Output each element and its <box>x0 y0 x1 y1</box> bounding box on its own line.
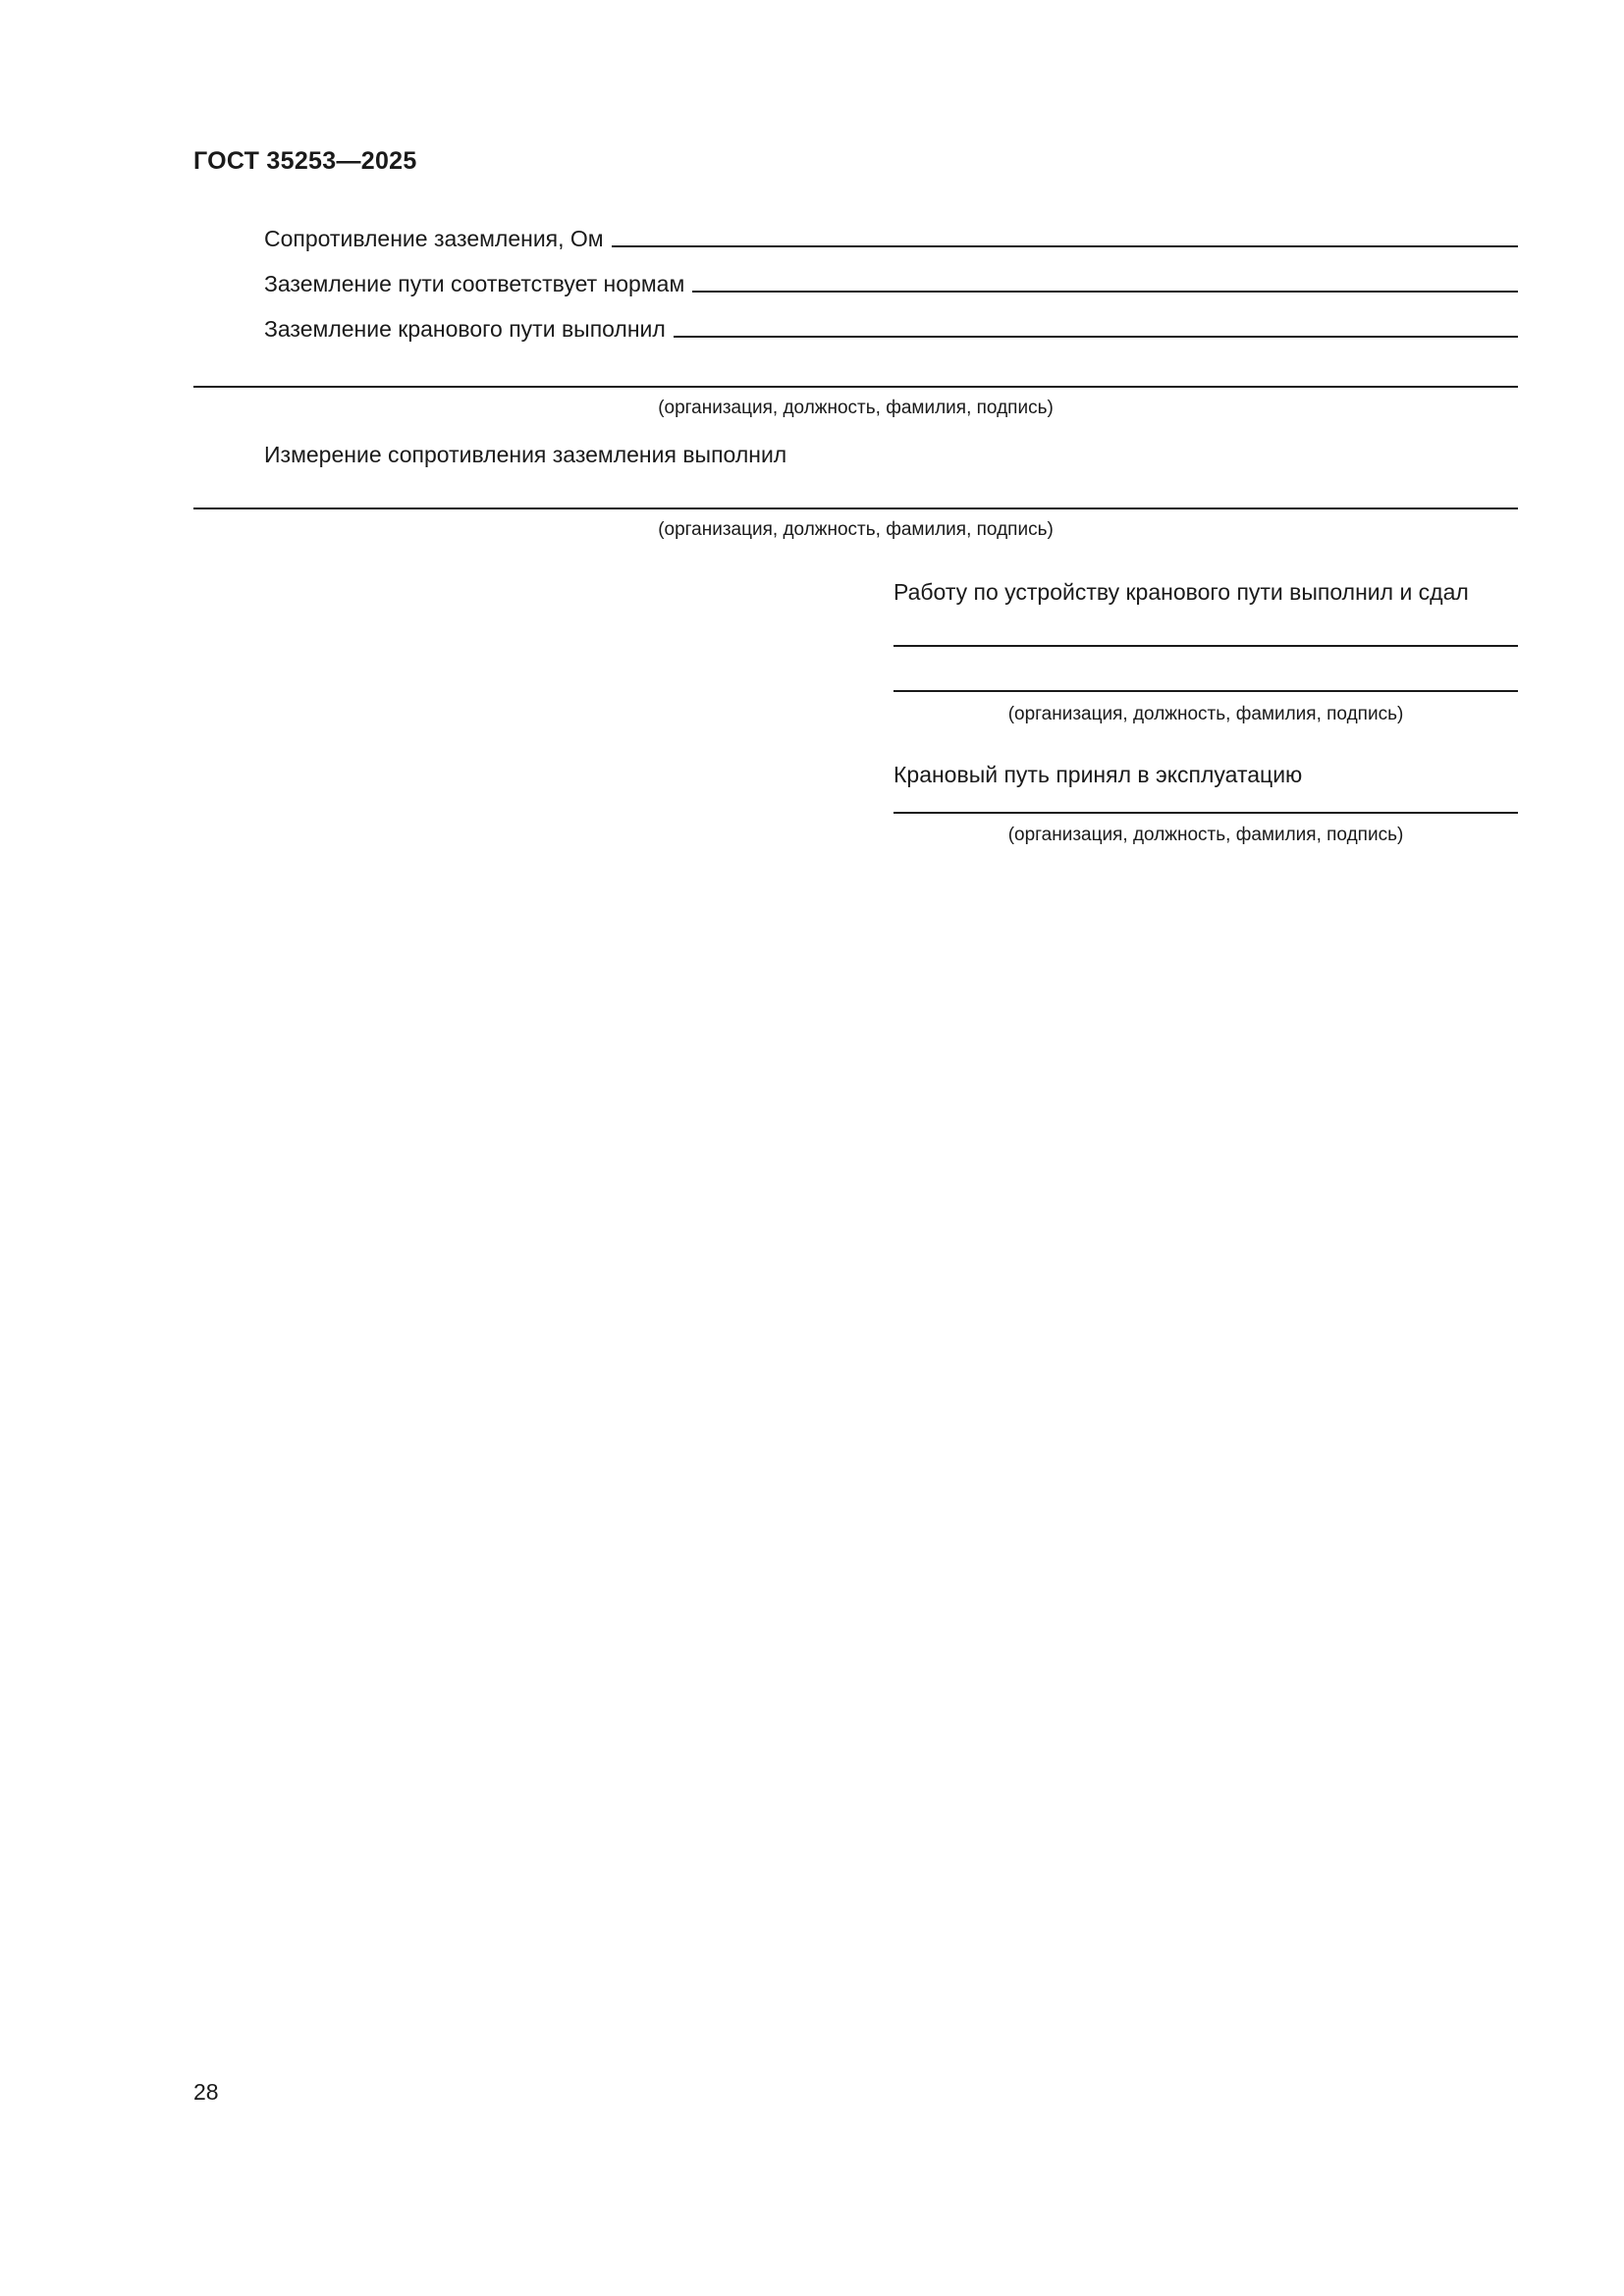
ground-performed-label: Заземление кранового пути выполнил <box>264 316 666 342</box>
accepted-line[interactable] <box>893 812 1518 814</box>
work-completed-label: Работу по устройству кранового пути выполнил и сдал <box>893 579 1469 605</box>
accepted-label: Крановый путь принял в эксплуатацию <box>893 762 1303 787</box>
ground-compliance-row <box>264 270 1518 297</box>
ground-compliance-field[interactable] <box>692 291 1518 293</box>
ground-resistance-field[interactable] <box>612 245 1518 247</box>
signature-caption-3: (организация, должность, фамилия, подпись) <box>1007 704 1404 724</box>
measurement-performed-label: Измерение сопротивления заземления выполнил <box>264 442 787 467</box>
signature-caption-4: (организация, должность, фамилия, подпись) <box>1007 825 1404 845</box>
ground-compliance-label: Заземление пути соответствует нормам <box>264 271 685 296</box>
document-header: ГОСТ 35253—2025 <box>193 147 417 175</box>
work-completed-line-2[interactable] <box>893 690 1518 692</box>
signature-caption-1: (организация, должность, фамилия, подпись) <box>658 398 1054 418</box>
ground-performed-field[interactable] <box>674 336 1518 338</box>
signature-caption-2: (организация, должность, фамилия, подпись) <box>658 519 1054 540</box>
page-number: 28 <box>193 2079 219 2105</box>
signature-line-2[interactable] <box>193 507 1518 509</box>
work-completed-line-1[interactable] <box>893 645 1518 647</box>
ground-resistance-label: Сопротивление заземления, Ом <box>264 226 604 251</box>
ground-performed-row <box>264 315 1518 343</box>
signature-line-1[interactable] <box>193 386 1518 388</box>
ground-resistance-row <box>264 225 1518 252</box>
